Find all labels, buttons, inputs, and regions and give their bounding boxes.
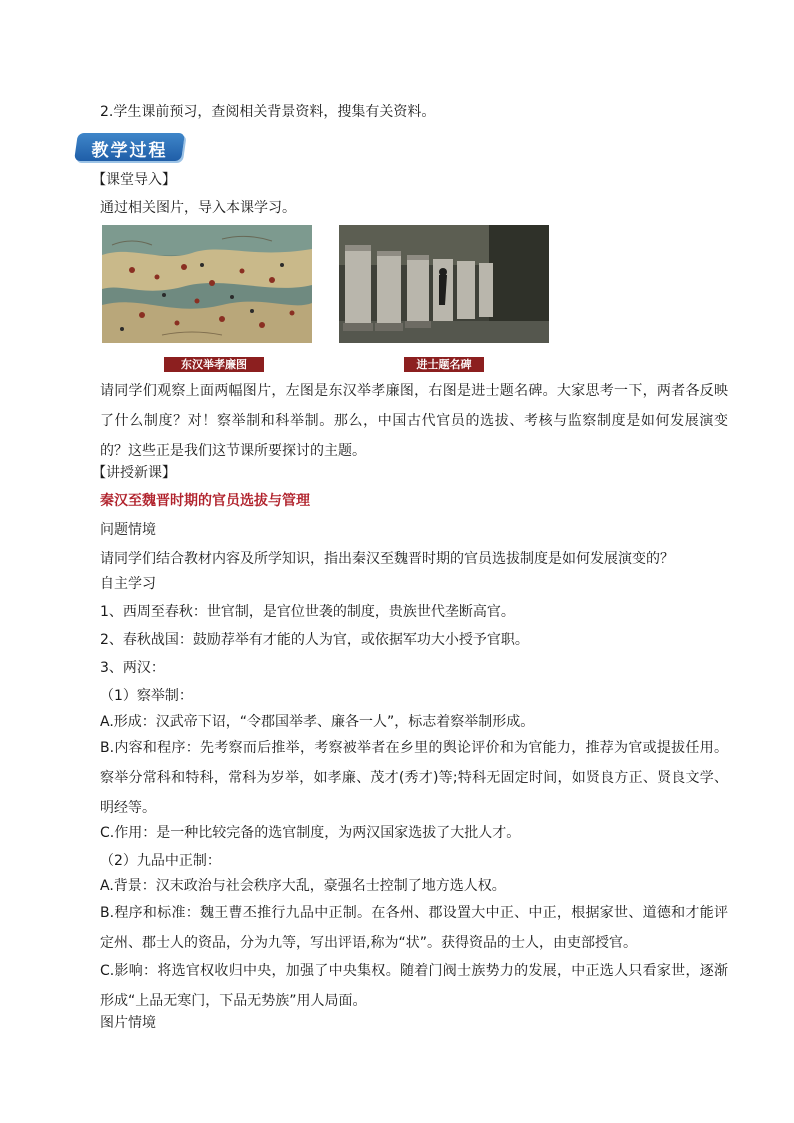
chaju-formation: A.形成：汉武帝下诏，“令郡国举孝、廉各一人”，标志着察举制形成。 — [100, 714, 535, 730]
jiupin-background: A.背景：汉末政治与社会秩序大乱，豪强名士控制了地方选人权。 — [100, 878, 506, 894]
jiupin-procedure: B.程序和标准：魏王曹丕推行九品中正制。在各州、郡设置大中正、中正，根据家世、道德和才能评定州、郡士人的资品，分为九等，写出评语,称为“状”。获得资品的士人，由吏部授官。 — [100, 905, 728, 951]
self-study-label: 自主学习 — [100, 576, 156, 592]
situation-label: 问题情境 — [100, 522, 156, 538]
jiupin-influence: C.影响：将选官权收归中央，加强了中央集权。随着门阀士族势力的发展，中正选人只看家世，逐渐形成“上品无寒门，下品无势族”用人局面。 — [100, 963, 728, 1009]
intro-text: 通过相关图片，导入本课学习。 — [100, 200, 296, 216]
list-item: 3、两汉： — [100, 660, 165, 676]
image-situation-label: 图片情境 — [100, 1015, 156, 1031]
section-badge-label: 教学过程 — [91, 141, 168, 161]
han-painting-image — [102, 225, 312, 343]
chaju-title: （1）察举制： — [100, 688, 193, 704]
prep-item: 2.学生课前预习，查阅相关背景资料，搜集有关资料。 — [100, 104, 436, 120]
intro-heading: 【课堂导入】 — [92, 172, 176, 188]
question-text: 请同学们结合教材内容及所学知识，指出秦汉至魏晋时期的官员选拔制度是如何发展演变的？ — [100, 551, 674, 567]
new-lesson-heading: 【讲授新课】 — [92, 465, 176, 481]
jiupin-title: （2）九品中正制： — [100, 853, 221, 869]
left-image-caption: 东汉举孝廉图 — [164, 357, 264, 372]
section-badge — [76, 133, 183, 161]
topic-title: 秦汉至魏晋时期的官员选拔与管理 — [100, 493, 310, 509]
chaju-effect: C.作用：是一种比较完备的选官制度，为两汉国家选拔了大批人才。 — [100, 825, 521, 841]
list-item: 2、春秋战国：鼓励荐举有才能的人为官，或依据军功大小授予官职。 — [100, 632, 529, 648]
chaju-content: B.内容和程序：先考察而后推举，考察被举者在乡里的舆论评价和为官能力，推荐为官或提拔任用。察举分常科和特科，常科为岁举，如孝廉、茂才(秀才)等;特科无固定时间，如贤良方正、贤良文学、明经等。 — [100, 740, 728, 816]
jinshi-stele-image — [339, 225, 549, 343]
right-image-caption: 进士题名碑 — [404, 357, 484, 372]
intro-paragraph: 请同学们观察上面两幅图片，左图是东汉举孝廉图，右图是进士题名碑。大家思考一下，两者各反映了什么制度？对！察举制和科举制。那么，中国古代官员的选拔、考核与监察制度是如何发展演变的？这些正是我们这节课所要探讨的主题。 — [100, 383, 728, 459]
list-item: 1、西周至春秋：世官制，是官位世袭的制度，贵族世代垄断高官。 — [100, 604, 515, 620]
